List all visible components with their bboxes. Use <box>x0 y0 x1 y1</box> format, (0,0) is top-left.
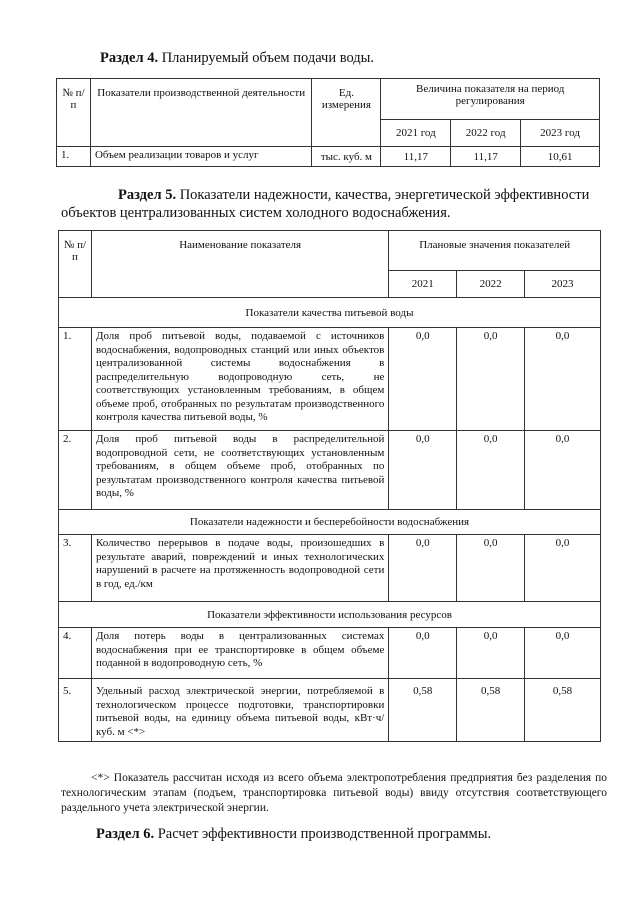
t1-header-value: Величина показателя на период регулирования <box>381 79 600 120</box>
table-row <box>59 328 601 431</box>
t2-row1-value-2: 0,0 <box>457 328 525 431</box>
section-6-label: Раздел 6. <box>96 826 155 842</box>
t1-header-num: № п/п <box>57 79 91 147</box>
t2-row4-num: 4. <box>59 628 92 679</box>
t2-row4-value-1: 0,0 <box>389 628 457 679</box>
section-5-title: Показатели надежности, качества, энергетической эффективности объектов централизованных систем холодного водоснабжения. <box>61 187 590 221</box>
t2-row3-value-1: 0,0 <box>389 535 457 602</box>
t1-year-3: 2023 год <box>521 120 600 147</box>
table-row <box>57 147 600 167</box>
t2-row1-value-3: 0,0 <box>525 328 601 431</box>
t2-year-1: 2021 <box>389 271 457 298</box>
group-reliability: Показатели надежности и бесперебойности водоснабжения <box>59 510 601 535</box>
t2-row3-value-2: 0,0 <box>457 535 525 602</box>
t2-row5-value-2: 0,58 <box>457 679 525 742</box>
t2-row1-name: Доля проб питьевой воды, подаваемой с источников водоснабжения, водопроводных станций или иных объектов централизованной системы водоснабжения в распределительную водопроводную сеть, не соответствующих установленным требованиям, в общем объеме проб, отобранных по результатам производственного контроля качества питьевой воды, % <box>91 328 388 431</box>
section-5-heading <box>61 186 606 222</box>
t1-header-indicator: Показатели производственной деятельности <box>90 79 312 147</box>
group-quality: Показатели качества питьевой воды <box>59 298 601 328</box>
table-row <box>59 679 601 742</box>
t2-row5-num: 5. <box>59 679 92 742</box>
section-5-label: Раздел 5. <box>118 187 177 203</box>
table-row <box>59 628 601 679</box>
water-supply-table <box>56 78 600 167</box>
t1-row-unit: тыс. куб. м <box>312 147 381 167</box>
section-4-title: Планируемый объем подачи воды. <box>161 50 375 66</box>
t2-header-num: № п/п <box>59 231 92 298</box>
footnote: <*> Показатель рассчитан исходя из всего объема электропотребления предприятия без разделения по технологическим этапам (подъем, транспортировка питьевой воды) ввиду отсутствия соответствующего раздельного учета электрической энергии. <box>61 772 607 814</box>
t1-row-num: 1. <box>57 147 91 167</box>
group-row <box>59 602 601 628</box>
section-4-label: Раздел 4. <box>100 50 159 66</box>
t2-row4-name: Доля потерь воды в централизованных системах водоснабжения при ее транспортировке в общем объеме поданной в водопроводную сеть, % <box>91 628 388 679</box>
t2-row1-num: 1. <box>59 328 92 431</box>
t1-year-2: 2022 год <box>451 120 521 147</box>
t2-row2-value-3: 0,0 <box>525 431 601 510</box>
t1-year-1: 2021 год <box>381 120 451 147</box>
t2-row5-name: Удельный расход электрической энергии, потребляемой в технологическом процессе подготовки, транспортировки питьевой воды, на единицу объема питьевой воды, кВт·ч/куб. м <*> <box>91 679 388 742</box>
t2-year-2: 2022 <box>457 271 525 298</box>
t1-row-value-1: 11,17 <box>381 147 451 167</box>
t1-header-unit: Ед. измерения <box>312 79 381 147</box>
t2-year-3: 2023 <box>525 271 601 298</box>
t2-row3-num: 3. <box>59 535 92 602</box>
t2-header-plan: Плановые значения показателей <box>389 231 601 271</box>
t2-row4-value-3: 0,0 <box>525 628 601 679</box>
indicators-table <box>58 230 601 742</box>
section-6-title: Расчет эффективности производственной программы. <box>157 826 492 842</box>
table-row <box>59 535 601 602</box>
group-row <box>59 510 601 535</box>
t1-row-name: Объем реализации товаров и услуг <box>90 147 312 167</box>
section-4-heading <box>100 50 374 67</box>
table-row <box>59 431 601 510</box>
t2-row3-value-3: 0,0 <box>525 535 601 602</box>
t2-row3-name: Количество перерывов в подаче воды, произошедших в результате аварий, повреждений и иных технологических нарушений в расчете на протяженность водопроводной сети в год, ед./км <box>91 535 388 602</box>
t2-header-name: Наименование показателя <box>91 231 388 298</box>
t2-row2-value-1: 0,0 <box>389 431 457 510</box>
group-row <box>59 298 601 328</box>
group-efficiency: Показатели эффективности использования ресурсов <box>59 602 601 628</box>
section-6-heading <box>96 826 491 843</box>
t2-row5-value-1: 0,58 <box>389 679 457 742</box>
t2-row5-value-3: 0,58 <box>525 679 601 742</box>
t2-row1-value-1: 0,0 <box>389 328 457 431</box>
t2-row2-name: Доля проб питьевой воды в распределительной водопроводной сети, не соответствующих установленным требованиям, в общем объеме проб, отобранных по результатам производственного контроля качества питьевой воды, % <box>91 431 388 510</box>
t1-row-value-3: 10,61 <box>521 147 600 167</box>
t1-row-value-2: 11,17 <box>451 147 521 167</box>
t2-row2-num: 2. <box>59 431 92 510</box>
t2-row2-value-2: 0,0 <box>457 431 525 510</box>
t2-row4-value-2: 0,0 <box>457 628 525 679</box>
